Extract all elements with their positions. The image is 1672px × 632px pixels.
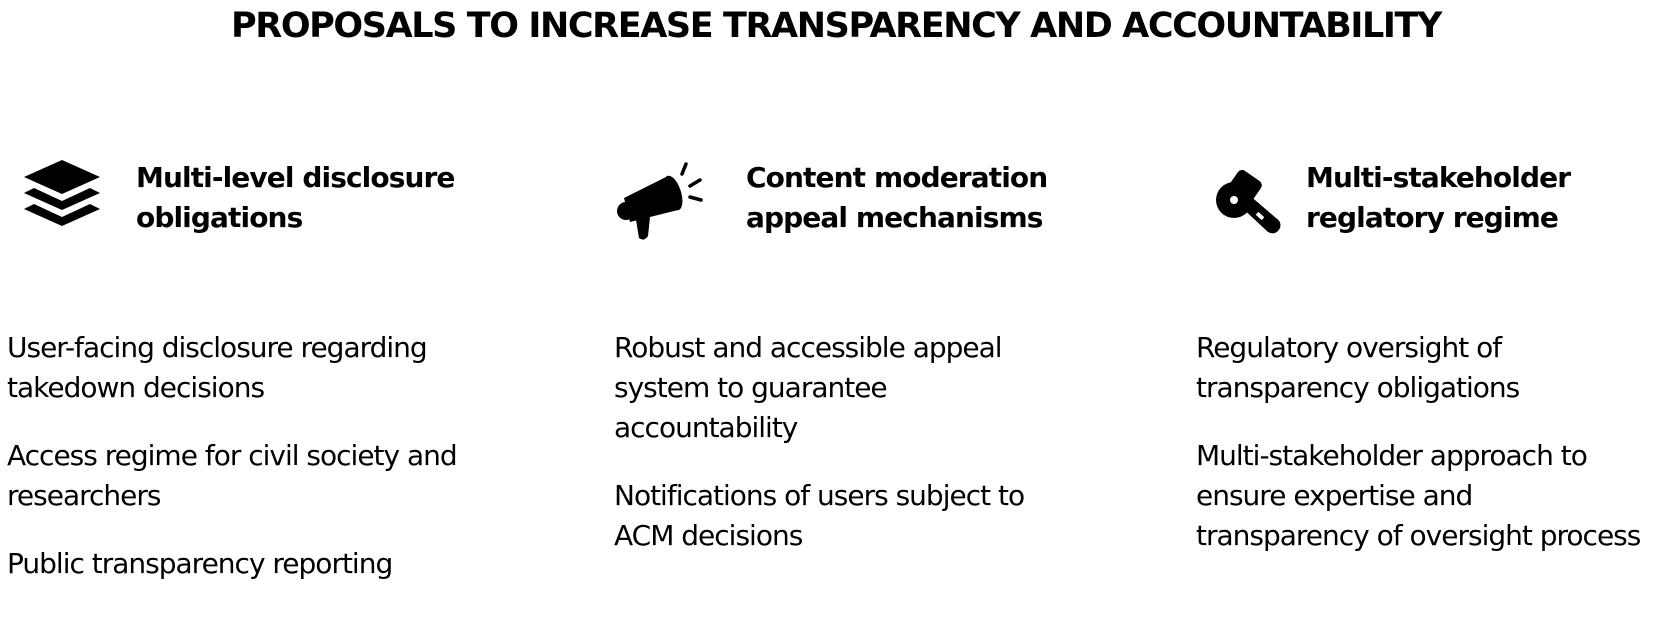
column-1-heading	[136, 158, 455, 238]
list-item	[7, 328, 457, 408]
list-item-line: takedown decisions	[7, 371, 265, 404]
list-item-line: transparency of oversight process	[1196, 519, 1641, 552]
list-item-line: User-facing disclosure regarding	[7, 331, 427, 364]
page-title: PROPOSALS TO INCREASE TRANSPARENCY AND ACCOUNTABILITY	[231, 6, 1441, 46]
column-2-list	[614, 328, 1024, 584]
list-item-line: ACM decisions	[614, 519, 803, 552]
heading-line: obligations	[136, 201, 303, 234]
column-3-list	[1196, 328, 1640, 584]
heading-line: Multi-level disclosure	[136, 161, 455, 194]
column-1-list	[7, 328, 457, 612]
list-item-line: ensure expertise and	[1196, 479, 1473, 512]
list-item-line: system to guarantee	[614, 371, 887, 404]
list-item-line: Public transparency reporting	[7, 547, 393, 580]
list-item	[7, 544, 457, 584]
list-item-line: Robust and accessible appeal	[614, 331, 1002, 364]
heading-line: Multi-stakeholder	[1306, 161, 1571, 194]
heading-line: appeal mechanisms	[746, 201, 1043, 234]
whistle-icon	[1212, 170, 1284, 240]
column-2-heading	[746, 158, 1047, 238]
list-item-line: transparency obligations	[1196, 371, 1520, 404]
list-item-line: accountability	[614, 411, 798, 444]
heading-line: Content moderation	[746, 161, 1048, 194]
list-item	[614, 476, 1024, 556]
list-item	[614, 328, 1024, 448]
megaphone-icon	[616, 160, 706, 250]
list-item-line: Access regime for civil society and	[7, 439, 457, 472]
list-item-line: Multi-stakeholder approach to	[1196, 439, 1587, 472]
list-item	[1196, 436, 1640, 556]
list-item-line: Notifications of users subject to	[614, 479, 1025, 512]
column-3-heading	[1306, 158, 1570, 238]
heading-line: reglatory regime	[1306, 201, 1558, 234]
list-item-line: researchers	[7, 479, 161, 512]
list-item	[7, 436, 457, 516]
list-item	[1196, 328, 1640, 408]
list-item-line: Regulatory oversight of	[1196, 331, 1502, 364]
layers-icon	[20, 158, 104, 232]
